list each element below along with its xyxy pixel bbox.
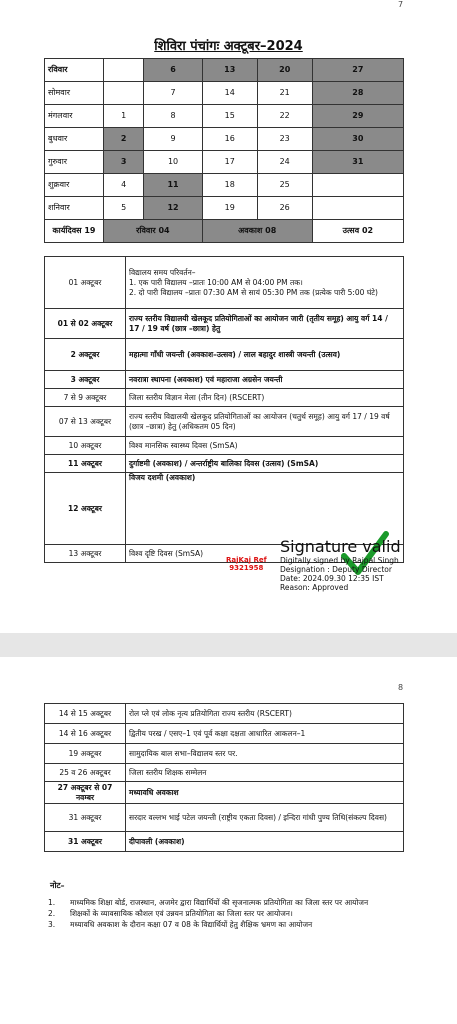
- signature-line: Digitally signed by Rajpal Singh: [280, 556, 399, 565]
- event-row: [45, 764, 404, 782]
- note-text: मध्यावधि अवकाश के दौरान कक्षा 07 व 08 के विद्यार्थियों हेतु शैक्षिक भ्रमण का आयोजन: [70, 920, 313, 929]
- event-text: [126, 309, 404, 339]
- event-text: [126, 764, 404, 782]
- events-table-2: [44, 703, 404, 852]
- event-date: 31 अक्टूबर: [45, 804, 126, 832]
- event-line: विश्व दृष्टि दिवस (SmSA): [129, 548, 204, 558]
- calendar-date-cell: 15: [202, 105, 257, 128]
- event-text: [126, 744, 404, 764]
- calendar-row: [45, 128, 404, 151]
- calendar-day-label: रविवार: [45, 59, 104, 82]
- note-number: 3.: [48, 920, 56, 929]
- signature-line: Reason: Approved: [280, 583, 349, 592]
- page-number: 8: [398, 683, 404, 692]
- event-date: 07 से 13 अक्टूबर: [45, 407, 126, 437]
- signature-title: Signature valid: [280, 537, 401, 556]
- event-date: 27 अक्टूबर से 07 नवम्बर: [45, 782, 126, 804]
- note-number: 1.: [48, 898, 56, 907]
- calendar-date-cell: [104, 82, 144, 105]
- note-number: 2.: [48, 909, 56, 918]
- event-line: नवरात्रा स्थापना (अवकाश) एवं महाराजा अग्रसेन जयन्ती: [129, 374, 283, 384]
- calendar-row: [45, 59, 404, 82]
- event-row: [45, 339, 404, 371]
- event-line: विश्व मानसिक स्वास्थ्य दिवस (SmSA): [129, 440, 238, 450]
- calendar-date-cell: 30: [312, 128, 403, 151]
- event-text: [126, 704, 404, 724]
- event-row: [45, 704, 404, 724]
- event-date: 11 अक्टूबर: [45, 455, 126, 473]
- calendar-day-label: सोमवार: [45, 82, 104, 105]
- event-date: 01 से 02 अक्टूबर: [45, 309, 126, 339]
- summary-festival: उत्सव 02: [312, 220, 403, 243]
- event-line: जिला स्तरीय विज्ञान मेला (तीन दिन) (RSCERT): [129, 392, 265, 402]
- event-row: [45, 407, 404, 437]
- calendar-day-label: मंगलवार: [45, 105, 104, 128]
- event-row: [45, 257, 404, 309]
- event-text: [126, 257, 404, 309]
- event-text: [126, 724, 404, 744]
- page-number: 7: [398, 0, 404, 9]
- calendar-date-cell: 16: [202, 128, 257, 151]
- event-date: 13 अक्टूबर: [45, 545, 126, 563]
- calendar-date-cell: 11: [144, 174, 202, 197]
- calendar-date-cell: 7: [144, 82, 202, 105]
- calendar-date-cell: 19: [202, 197, 257, 220]
- events-table-1: [44, 256, 404, 563]
- calendar-date-cell: 3: [104, 151, 144, 174]
- event-text: [126, 339, 404, 371]
- event-line: राज्य स्तरीय विद्यालयी खेलकूद प्रतियोगिताओं का आयोजन जारी (तृतीय समूह) आयु वर्ग 14 / 17 / 19 वर्ष (छात्र –छात्रा) हेतु: [129, 313, 388, 333]
- signature-line: Designation : Deputy Director: [280, 565, 392, 574]
- event-line: दीपावली (अवकाश): [129, 836, 185, 846]
- event-date: 12 अक्टूबर: [45, 473, 126, 545]
- event-line: सामुदायिक बाल सभा–विद्यालय स्तर पर.: [129, 748, 238, 758]
- note-item: [48, 909, 418, 918]
- summary-sunday: रविवार 04: [104, 220, 203, 243]
- rajkaj-stamp: RajKaj Ref 9321958: [226, 556, 267, 572]
- calendar-date-cell: 20: [257, 59, 312, 82]
- notes-list: [48, 898, 418, 931]
- event-line: महात्मा गाँधी जयन्ती (अवकाश–उत्सव) / लाल बहादुर शास्त्री जयन्ती (उत्सव): [129, 349, 341, 359]
- calendar-date-cell: 5: [104, 197, 144, 220]
- event-row: [45, 724, 404, 744]
- calendar-date-cell: 1: [104, 105, 144, 128]
- event-line: विजय दशमी (अवकाश): [129, 473, 196, 482]
- calendar-row: [45, 82, 404, 105]
- note-text: माध्यमिक शिक्षा बोर्ड, राजस्थान, अजमेर द्वारा विद्यार्थियों की सृजनात्मक प्रतियोगिता का जिला स्तर पर आयोजन: [70, 898, 369, 907]
- event-row: [45, 309, 404, 339]
- event-line: मध्यावधि अवकाश: [129, 787, 179, 797]
- event-line: राज्य स्तरीय विद्यालयी खेलकूद प्रतियोगिताओं का आयोजन (चतुर्थ समूह) आयु वर्ग 17 / 19 वर्ष (छात्र –छात्रा) हेतु (अधिकतम 05 दिन): [129, 411, 390, 431]
- calendar-date-cell: 27: [312, 59, 403, 82]
- event-text: [126, 389, 404, 407]
- event-text: [126, 804, 404, 832]
- event-line: दुर्गाष्टमी (अवकाश) / अन्तर्राष्ट्रीय बालिका दिवस (उत्सव) (SmSA): [129, 458, 319, 468]
- event-date: 2 अक्टूबर: [45, 339, 126, 371]
- calendar-day-label: गुरुवार: [45, 151, 104, 174]
- calendar-date-cell: 4: [104, 174, 144, 197]
- calendar-date-cell: 24: [257, 151, 312, 174]
- event-date: 7 से 9 अक्टूबर: [45, 389, 126, 407]
- calendar-date-cell: [312, 174, 403, 197]
- event-date: 01 अक्टूबर: [45, 257, 126, 309]
- event-text: [126, 455, 404, 473]
- calendar-date-cell: [312, 197, 403, 220]
- event-date: 31 अक्टूबर: [45, 832, 126, 852]
- event-text: [126, 371, 404, 389]
- calendar-date-cell: 17: [202, 151, 257, 174]
- event-row: [45, 455, 404, 473]
- summary-holiday: अवकाश 08: [202, 220, 312, 243]
- event-line: रोल प्ले एवं लोक नृत्य प्रतियोगिता राज्य स्तरीय (RSCERT): [129, 708, 292, 718]
- calendar-date-cell: 26: [257, 197, 312, 220]
- calendar-table: [44, 58, 404, 243]
- calendar-date-cell: 18: [202, 174, 257, 197]
- event-date: 3 अक्टूबर: [45, 371, 126, 389]
- calendar-row: [45, 174, 404, 197]
- calendar-day-label: शुक्रवार: [45, 174, 104, 197]
- page-title: शिविरा पंचांगः अक्टूबर–2024: [154, 39, 303, 54]
- note-item: [48, 898, 418, 907]
- event-date: 10 अक्टूबर: [45, 437, 126, 455]
- event-row: [45, 782, 404, 804]
- calendar-date-cell: 23: [257, 128, 312, 151]
- event-line: सरदार वल्लभ भाई पटेल जयन्ती (राष्ट्रीय एकता दिवस) / इन्दिरा गांधी पुण्य तिथि(संकल्प दिवस): [129, 812, 387, 822]
- note-heading: नोट–: [50, 881, 65, 890]
- event-line: जिला स्तरीय शिक्षक सम्मेलन: [129, 767, 207, 777]
- summary-working: कार्यदिवस 19: [45, 220, 104, 243]
- calendar-date-cell: 2: [104, 128, 144, 151]
- calendar-date-cell: 6: [144, 59, 202, 82]
- event-row: [45, 437, 404, 455]
- calendar-date-cell: 10: [144, 151, 202, 174]
- note-item: [48, 920, 418, 929]
- calendar-date-cell: [104, 59, 144, 82]
- event-line: 1. एक पारी विद्यालय –प्रातः 10:00 AM से 04:00 PM तक।: [129, 277, 303, 287]
- event-row: [45, 389, 404, 407]
- event-row: [45, 832, 404, 852]
- digital-signature: [280, 538, 450, 592]
- calendar-date-cell: 25: [257, 174, 312, 197]
- calendar-date-cell: 9: [144, 128, 202, 151]
- event-date: 14 से 16 अक्टूबर: [45, 724, 126, 744]
- calendar-date-cell: 29: [312, 105, 403, 128]
- calendar-row: [45, 197, 404, 220]
- page-separator: [0, 633, 457, 657]
- event-line: विद्यालय समय परिवर्तन–: [129, 267, 196, 277]
- calendar-date-cell: 28: [312, 82, 403, 105]
- event-row: [45, 744, 404, 764]
- calendar-row: [45, 105, 404, 128]
- event-text: [126, 782, 404, 804]
- event-row: [45, 804, 404, 832]
- event-line: 2. दो पारी विद्यालय –प्रातः 07:30 AM से सायं 05:30 PM तक (प्रत्येक पारी 5:00 घंटे): [129, 287, 378, 297]
- calendar-date-cell: 14: [202, 82, 257, 105]
- calendar-date-cell: 22: [257, 105, 312, 128]
- calendar-date-cell: 12: [144, 197, 202, 220]
- event-date: 14 से 15 अक्टूबर: [45, 704, 126, 724]
- event-date: 19 अक्टूबर: [45, 744, 126, 764]
- signature-line: Date: 2024.09.30 12:35 IST: [280, 574, 384, 583]
- calendar-day-label: बुधवार: [45, 128, 104, 151]
- event-text: [126, 407, 404, 437]
- event-date: 25 व 26 अक्टूबर: [45, 764, 126, 782]
- page-8: [0, 657, 457, 1024]
- calendar-day-label: शनिवार: [45, 197, 104, 220]
- event-line: द्वितीय परख / एसए–1 एवं पूर्व कक्षा दक्षता आधारित आकलन–1: [129, 728, 306, 738]
- calendar-row: [45, 151, 404, 174]
- calendar-date-cell: 13: [202, 59, 257, 82]
- calendar-date-cell: 31: [312, 151, 403, 174]
- calendar-date-cell: 8: [144, 105, 202, 128]
- event-text: [126, 437, 404, 455]
- note-text: शिक्षकों के व्यावसायिक कौशल एवं उन्नयन प्रतियोगिता का जिला स्तर पर आयोजन।: [70, 909, 293, 918]
- event-text: [126, 832, 404, 852]
- event-row: [45, 371, 404, 389]
- calendar-date-cell: 21: [257, 82, 312, 105]
